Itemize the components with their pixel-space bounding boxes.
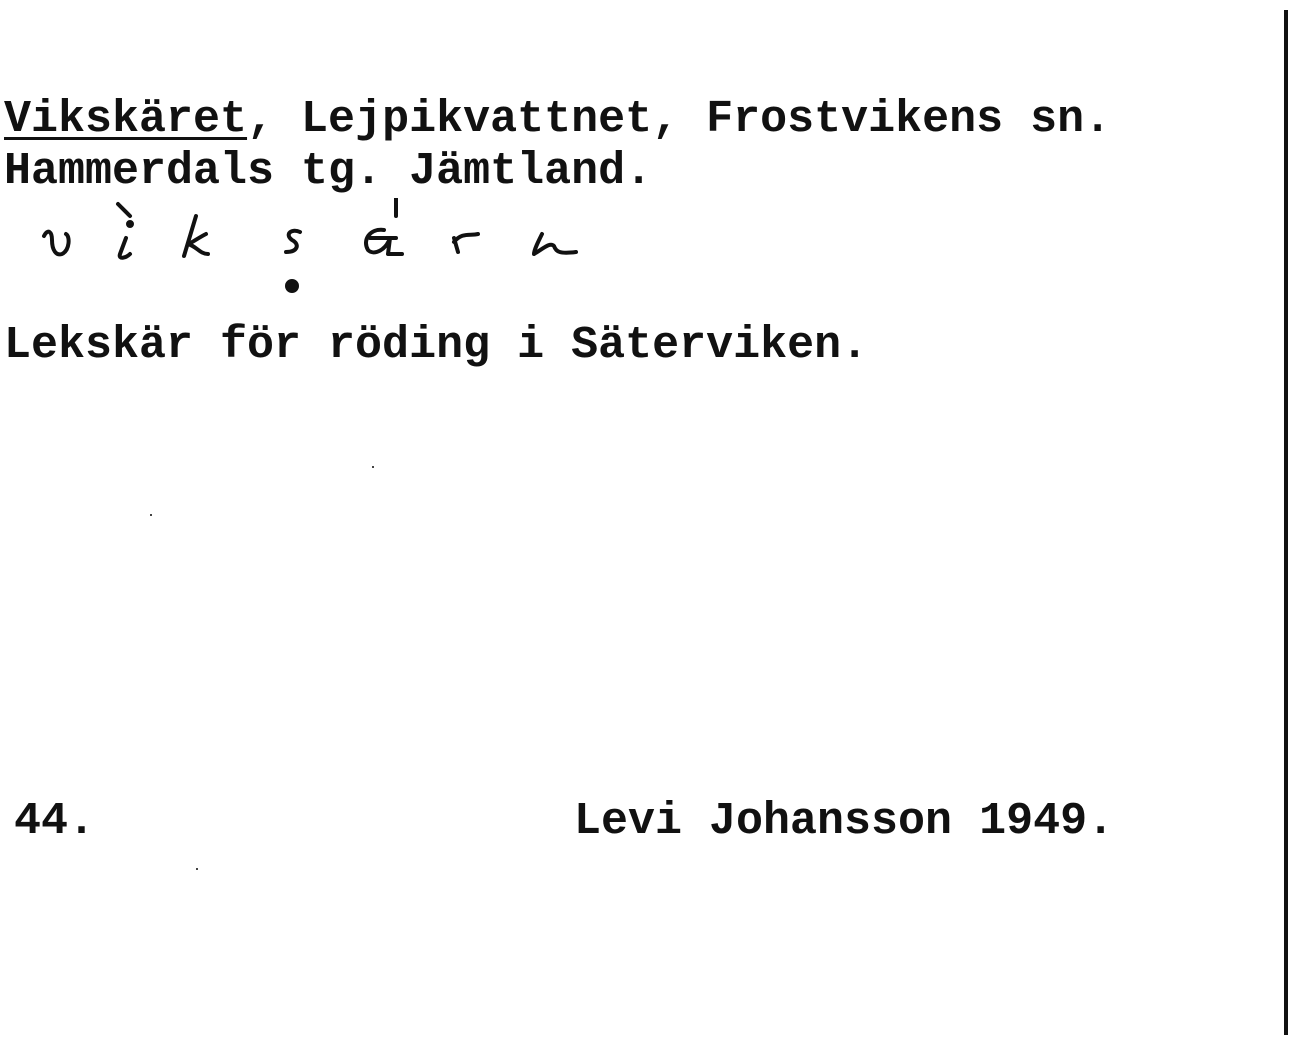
headword: Vikskäret — [4, 94, 248, 145]
description: Lekskär för röding i Säterviken. — [4, 320, 869, 371]
card-edge-line — [1284, 10, 1288, 1035]
paper-speck — [150, 514, 152, 516]
heading-line — [4, 94, 1111, 146]
phonetic-text: vi̇ksäre — [30, 198, 35, 199]
paper-speck — [372, 466, 374, 468]
collector-and-year: Levi Johansson 1949. — [574, 796, 1115, 847]
phonetic-transcription-handwritten — [30, 198, 590, 298]
location-line-1: , Lejpikvattnet, Frostvikens sn. — [247, 94, 1112, 145]
paper-speck — [196, 868, 198, 870]
location-line-2: Hammerdals tg. Jämtland. — [4, 146, 653, 197]
card-number: 44. — [14, 796, 96, 847]
